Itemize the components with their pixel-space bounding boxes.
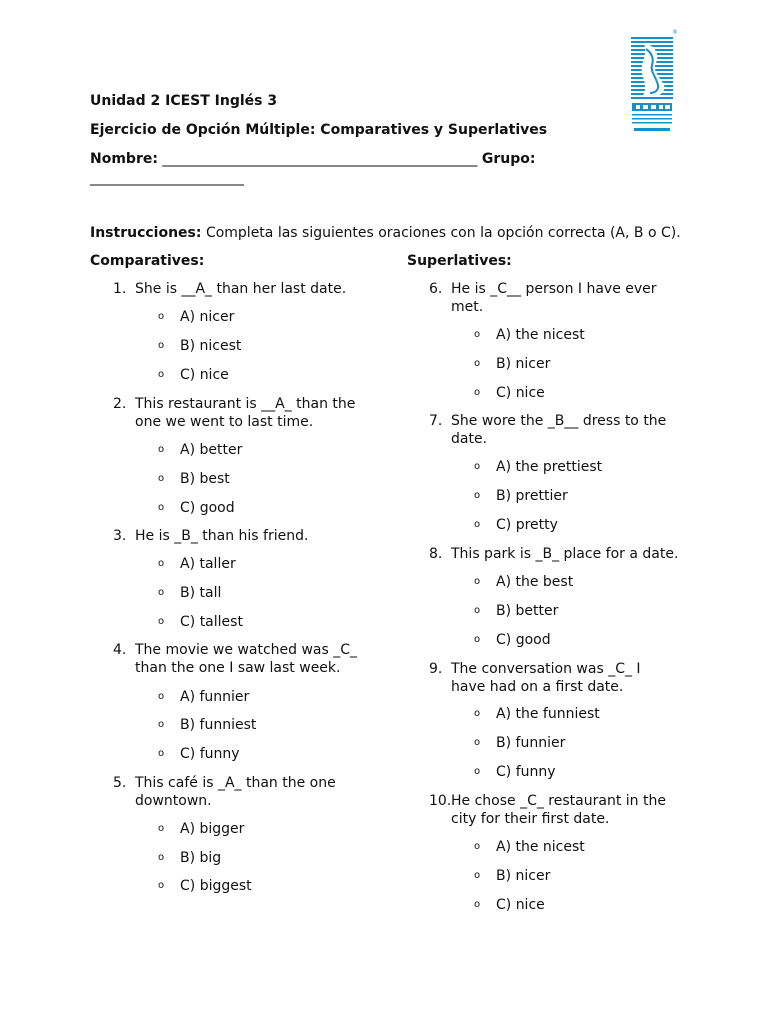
option-text: B) nicer [496, 356, 551, 372]
bullet-icon: o [158, 691, 165, 702]
question-number: 3. [113, 528, 127, 544]
bullet-icon: o [158, 616, 165, 627]
option-text: C) nice [496, 385, 545, 401]
question-number: 4. [113, 642, 127, 658]
bullet-icon: o [474, 519, 481, 530]
question-number: 10. [429, 793, 452, 809]
name-group-line [90, 150, 535, 168]
group-label: Grupo: [481, 151, 536, 167]
comparatives-title: Comparatives: [90, 253, 205, 269]
question-text: She is __A_ than her last date. [135, 281, 347, 297]
instructions-text: Completa las siguientes oraciones con la opción correcta (A, B o C). [205, 225, 681, 241]
question-text: She wore the _B__ dress to the date. [451, 413, 667, 447]
bullet-icon: o [474, 708, 481, 719]
bullet-icon: o [474, 329, 481, 340]
bullet-icon: o [474, 358, 481, 369]
exercise-title: Ejercicio de Opción Múltiple: Comparatives y Superlatives [90, 122, 548, 138]
bullet-icon: o [474, 841, 481, 852]
option-text: C) good [496, 632, 551, 648]
option-text: C) nice [496, 897, 545, 913]
option-text: C) funny [180, 746, 240, 762]
bullet-icon: o [158, 311, 165, 322]
question-text: This park is _B_ place for a date. [451, 546, 679, 562]
bullet-icon: o [474, 576, 481, 587]
option-text: C) biggest [180, 878, 252, 894]
option-text: A) bigger [180, 821, 245, 837]
name-field[interactable]: _____________________________________________ [162, 151, 478, 167]
bullet-icon: o [474, 387, 481, 398]
name-label: Nombre: [90, 151, 158, 167]
question-text: The conversation was _C_ I have had on a first date. [451, 661, 641, 695]
registered-mark: ® [672, 29, 678, 36]
instructions [90, 224, 681, 242]
question-number: 2. [113, 396, 127, 412]
option-text: C) good [180, 500, 235, 516]
question-number: 5. [113, 775, 127, 791]
question-number: 1. [113, 281, 127, 297]
bullet-icon: o [474, 634, 481, 645]
option-text: C) pretty [496, 517, 558, 533]
group-field[interactable]: ______________________ [90, 170, 244, 186]
icest-logo-graphic [630, 35, 674, 135]
bullet-icon: o [158, 340, 165, 351]
option-text: C) funny [496, 764, 556, 780]
question-number: 6. [429, 281, 443, 297]
option-text: B) tall [180, 585, 222, 601]
option-text: A) the prettiest [496, 459, 603, 475]
bullet-icon: o [158, 823, 165, 834]
bullet-icon: o [158, 369, 165, 380]
bullet-icon: o [158, 587, 165, 598]
bullet-icon: o [474, 490, 481, 501]
question-number: 7. [429, 413, 443, 429]
question-text: This café is _A_ than the one downtown. [135, 775, 336, 809]
option-text: A) the best [496, 574, 574, 590]
bullet-icon: o [474, 461, 481, 472]
bullet-icon: o [158, 852, 165, 863]
option-text: A) the nicest [496, 327, 585, 343]
bullet-icon: o [158, 880, 165, 891]
option-text: A) the funniest [496, 706, 600, 722]
option-text: C) tallest [180, 614, 243, 630]
bullet-icon: o [474, 766, 481, 777]
bullet-icon: o [474, 870, 481, 881]
option-text: B) best [180, 471, 230, 487]
option-text: B) prettier [496, 488, 568, 504]
bullet-icon: o [158, 444, 165, 455]
option-text: A) taller [180, 556, 236, 572]
option-text: B) nicer [496, 868, 551, 884]
question-text: He is _B_ than his friend. [135, 528, 309, 544]
bullet-icon: o [158, 719, 165, 730]
bullet-icon: o [158, 473, 165, 484]
option-text: A) nicer [180, 309, 235, 325]
question-text: He is _C__ person I have ever met. [451, 281, 657, 315]
question-number: 9. [429, 661, 443, 677]
bullet-icon: o [158, 748, 165, 759]
option-text: A) better [180, 442, 243, 458]
option-text: B) funnier [496, 735, 566, 751]
bullet-icon: o [158, 502, 165, 513]
question-text: The movie we watched was _C_ than the one I saw last week. [135, 642, 358, 676]
bullet-icon: o [474, 737, 481, 748]
option-text: C) nice [180, 367, 229, 383]
option-text: A) the nicest [496, 839, 585, 855]
question-number: 8. [429, 546, 443, 562]
question-text: This restaurant is __A_ than the one we went to last time. [135, 396, 356, 430]
option-text: A) funnier [180, 689, 250, 705]
bullet-icon: o [474, 899, 481, 910]
unit-title: Unidad 2 ICEST Inglés 3 [90, 93, 278, 109]
question-text: He chose _C_ restaurant in the city for their first date. [451, 793, 666, 827]
option-text: B) funniest [180, 717, 257, 733]
option-text: B) nicest [180, 338, 242, 354]
option-text: B) big [180, 850, 222, 866]
bullet-icon: o [474, 605, 481, 616]
instructions-label: Instrucciones: [90, 225, 202, 241]
bullet-icon: o [158, 558, 165, 569]
superlatives-title: Superlatives: [407, 253, 512, 269]
icest-logo [630, 35, 674, 135]
option-text: B) better [496, 603, 559, 619]
